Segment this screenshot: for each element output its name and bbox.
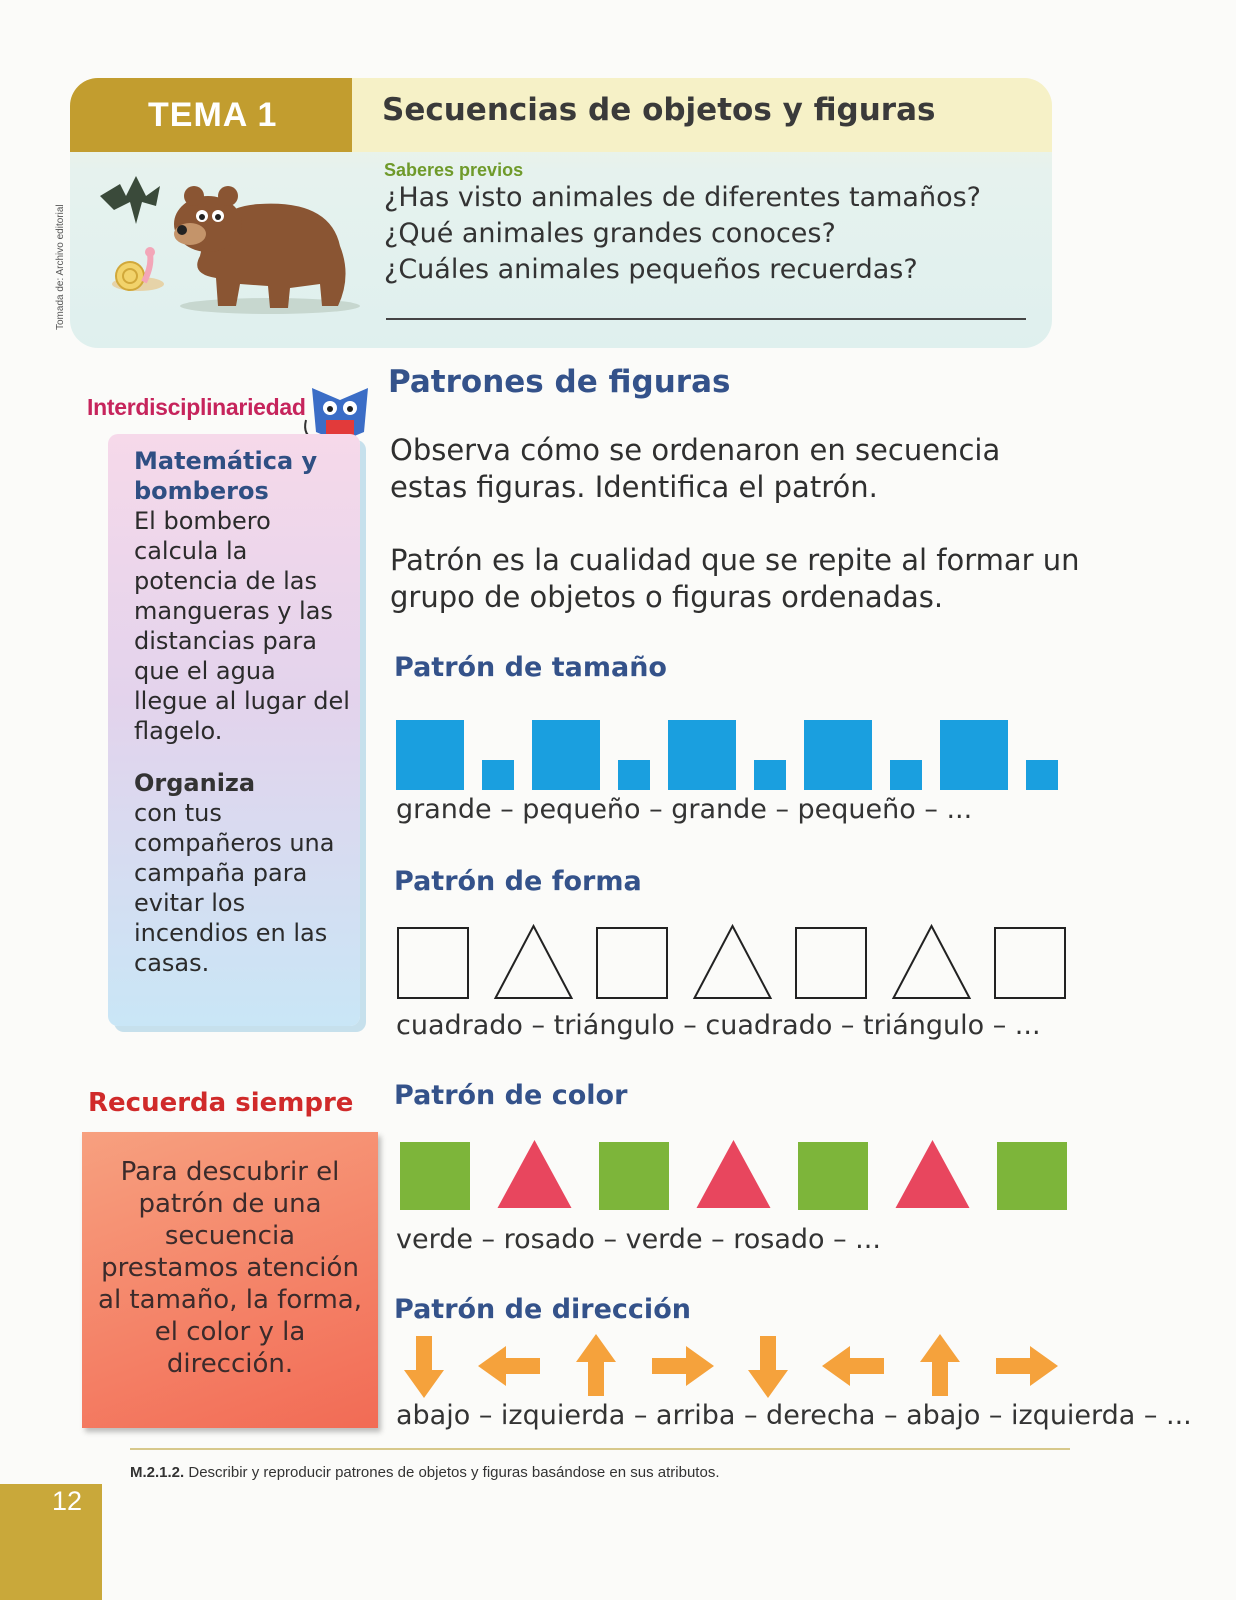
size-shape-pequeno (482, 760, 514, 790)
color-shape-rosado (697, 1140, 771, 1208)
organiza-title: Organiza (134, 769, 256, 797)
section-title: Patrones de figuras (388, 364, 731, 400)
color-pattern-shapes (394, 1136, 1074, 1212)
direction-pattern-label: abajo – izquierda – arriba – derecha – abajo – izquierda – ... (396, 1400, 1192, 1431)
size-shape-pequeno (754, 760, 786, 790)
image-credit: Tomada de: Archivo editorial (55, 204, 66, 330)
snail-icon (112, 247, 164, 291)
topic-number: TEMA 1 (70, 78, 352, 152)
remember-label: Recuerda siempre (88, 1088, 354, 1118)
shape-pattern-shapes (394, 918, 1074, 1004)
size-shape-pequeno (890, 760, 922, 790)
shape-triangle (894, 926, 970, 998)
arrow-abajo-icon (748, 1336, 788, 1398)
arrow-arriba-icon (576, 1334, 616, 1396)
definition-paragraph: Patrón es la cualidad que se repite al formar un grupo de objetos o figuras ordenadas. (390, 543, 1080, 614)
arrow-abajo-icon (404, 1336, 444, 1398)
skill-code: M.2.1.2. (130, 1464, 185, 1481)
topic-title: Secuencias de objetos y figuras (382, 92, 936, 128)
curriculum-skill (130, 1464, 720, 1481)
shape-square (398, 928, 468, 998)
bear-icon (174, 186, 360, 314)
size-pattern-title: Patrón de tamaño (394, 652, 667, 683)
size-shape-grande (668, 720, 736, 790)
arrow-derecha-icon (996, 1346, 1058, 1386)
arrow-derecha-icon (652, 1346, 714, 1386)
page-tab (0, 1484, 102, 1600)
interdisciplinary-card (108, 434, 360, 1026)
shape-square (796, 928, 866, 998)
arrow-izquierda-icon (822, 1346, 884, 1386)
interdisciplinary-label: Interdisciplinariedad (87, 394, 306, 420)
shape-pattern-title: Patrón de forma (394, 866, 642, 897)
shape-pattern-label: cuadrado – triángulo – cuadrado – triángulo – ... (396, 1010, 1041, 1041)
color-shape-rosado (896, 1140, 970, 1208)
answer-line (386, 318, 1026, 320)
direction-pattern-title: Patrón de dirección (394, 1294, 691, 1325)
question-1: ¿Has visto animales de diferentes tamaños? (384, 182, 982, 213)
color-shape-verde (400, 1142, 470, 1210)
size-shape-grande (396, 720, 464, 790)
size-shape-pequeno (1026, 760, 1058, 790)
direction-pattern-arrows (394, 1328, 1074, 1404)
card-title: Matemática y bomberos (134, 447, 318, 505)
question-2: ¿Qué animales grandes conoces? (384, 218, 836, 249)
topic-header (70, 78, 1052, 348)
card-body: El bombero calcula la potencia de las mangueras y las distancias para que el agua llegue al lugar del flagelo. (134, 507, 350, 745)
footer-divider (130, 1448, 1070, 1450)
size-shape-grande (940, 720, 1008, 790)
color-shape-rosado (498, 1140, 572, 1208)
color-pattern-label: verde – rosado – verde – rosado – ... (396, 1224, 881, 1255)
animals-illustration (90, 166, 370, 336)
intro-paragraph: Observa cómo se ordenaron en secuencia estas figuras. Identifica el patrón. (390, 433, 1001, 504)
color-shape-verde (798, 1142, 868, 1210)
bat-icon (100, 176, 160, 224)
size-shape-pequeno (618, 760, 650, 790)
shape-triangle (496, 926, 572, 998)
arrow-izquierda-icon (478, 1346, 540, 1386)
page-number: 12 (52, 1486, 83, 1516)
skill-text: Describir y reproducir patrones de objetos y figuras basándose en sus atributos. (184, 1464, 720, 1481)
size-shape-grande (804, 720, 872, 790)
shape-square (995, 928, 1065, 998)
shape-square (597, 928, 667, 998)
size-pattern-shapes (394, 712, 1074, 792)
question-3: ¿Cuáles animales pequeños recuerdas? (384, 254, 918, 285)
remember-note: Para descubrir el patrón de una secuencia prestamos atención al tamaño, la forma, el color y la dirección. (82, 1132, 378, 1428)
size-pattern-label: grande – pequeño – grande – pequeño – ... (396, 794, 973, 825)
prior-knowledge-label: Saberes previos (384, 160, 524, 180)
color-shape-verde (599, 1142, 669, 1210)
color-shape-verde (997, 1142, 1067, 1210)
arrow-arriba-icon (920, 1334, 960, 1396)
color-pattern-title: Patrón de color (394, 1080, 628, 1111)
organiza-body: con tus compañeros una campaña para evitar los incendios en las casas. (134, 799, 335, 977)
size-shape-grande (532, 720, 600, 790)
shape-triangle (695, 926, 771, 998)
